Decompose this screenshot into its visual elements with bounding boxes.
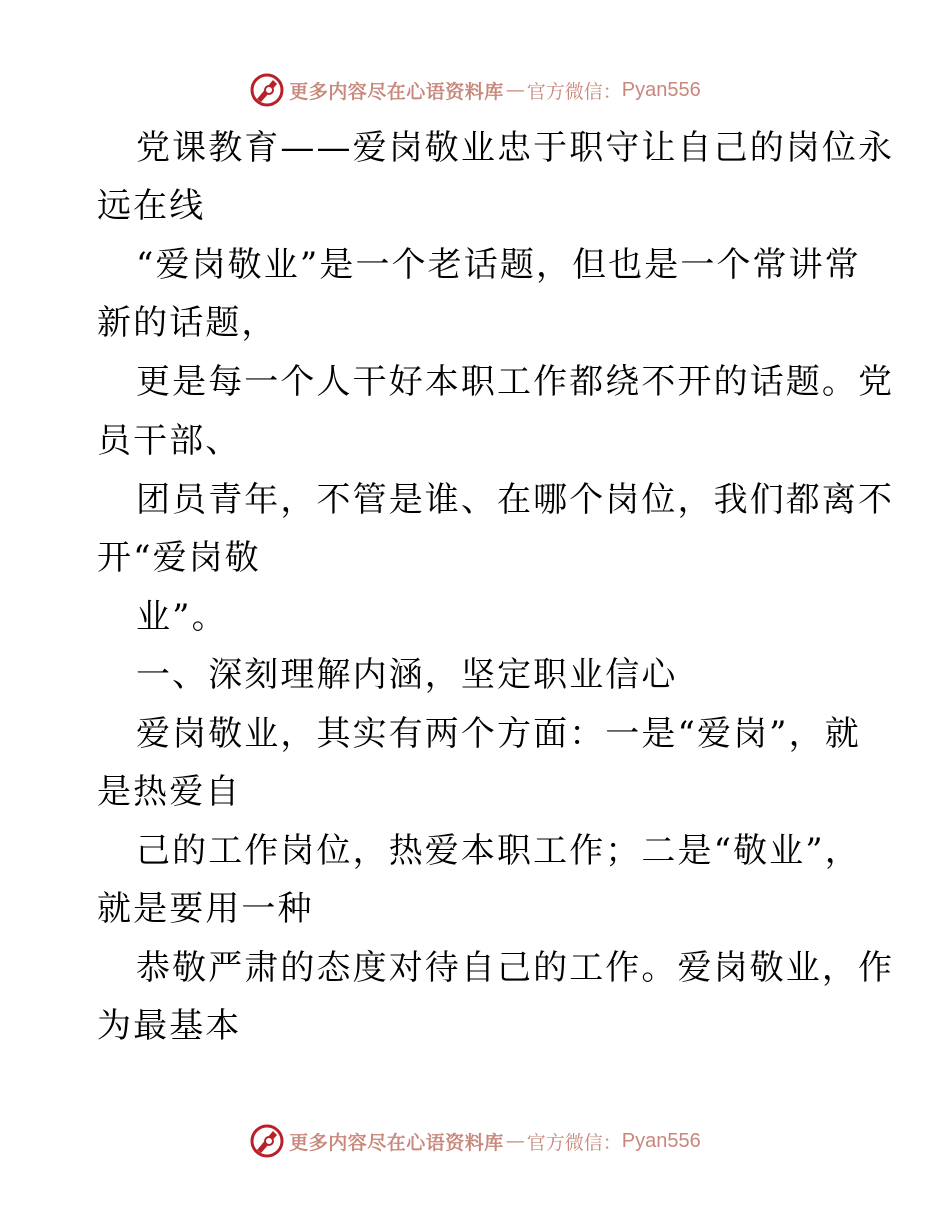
doc-line: 开“爱岗敬 xyxy=(97,538,261,578)
doc-line: 为最基本 xyxy=(97,1006,242,1046)
doc-line: 就是要用一种 xyxy=(97,889,314,929)
doc-line: 恭敬严肃的态度对待自己的工作。爱岗敬业，作 xyxy=(136,948,895,988)
footer-banner xyxy=(0,1121,950,1161)
doc-line: 远在线 xyxy=(97,186,206,226)
logo-icon xyxy=(249,72,285,108)
doc-line: 是热爱自 xyxy=(97,772,242,812)
doc-line: 业”。 xyxy=(136,597,228,637)
doc-line: 更是每一个人干好本职工作都绕不开的话题。党 xyxy=(136,362,895,402)
doc-line: “爱岗敬业”是一个老话题，但也是一个常讲常 xyxy=(136,245,861,285)
doc-line: 员干部、 xyxy=(97,421,242,461)
banner-separator: — xyxy=(505,79,525,101)
banner-text: 更多内容尽在心语资料库 xyxy=(289,1131,504,1154)
wechat-id: Pyan556 xyxy=(621,1129,701,1152)
wechat-label: 官方微信： xyxy=(526,80,622,103)
banner-text: 更多内容尽在心语资料库 xyxy=(289,80,504,103)
wechat-label: 官方微信： xyxy=(526,1131,622,1154)
doc-line: 党课教育——爱岗敬业忠于职守让自己的岗位永 xyxy=(136,128,895,168)
section-heading: 一、深刻理解内涵，坚定职业信心 xyxy=(136,655,678,695)
banner-separator: — xyxy=(505,1130,525,1152)
header-banner xyxy=(0,70,950,110)
doc-line: 新的话题， xyxy=(97,303,278,343)
logo-icon xyxy=(249,1123,285,1159)
doc-line: 己的工作岗位，热爱本职工作；二是“敬业”， xyxy=(136,831,861,871)
doc-line: 团员青年，不管是谁、在哪个岗位，我们都离不 xyxy=(136,480,895,520)
doc-line: 爱岗敬业，其实有两个方面：一是“爱岗”，就 xyxy=(136,714,861,754)
wechat-id: Pyan556 xyxy=(621,78,701,101)
